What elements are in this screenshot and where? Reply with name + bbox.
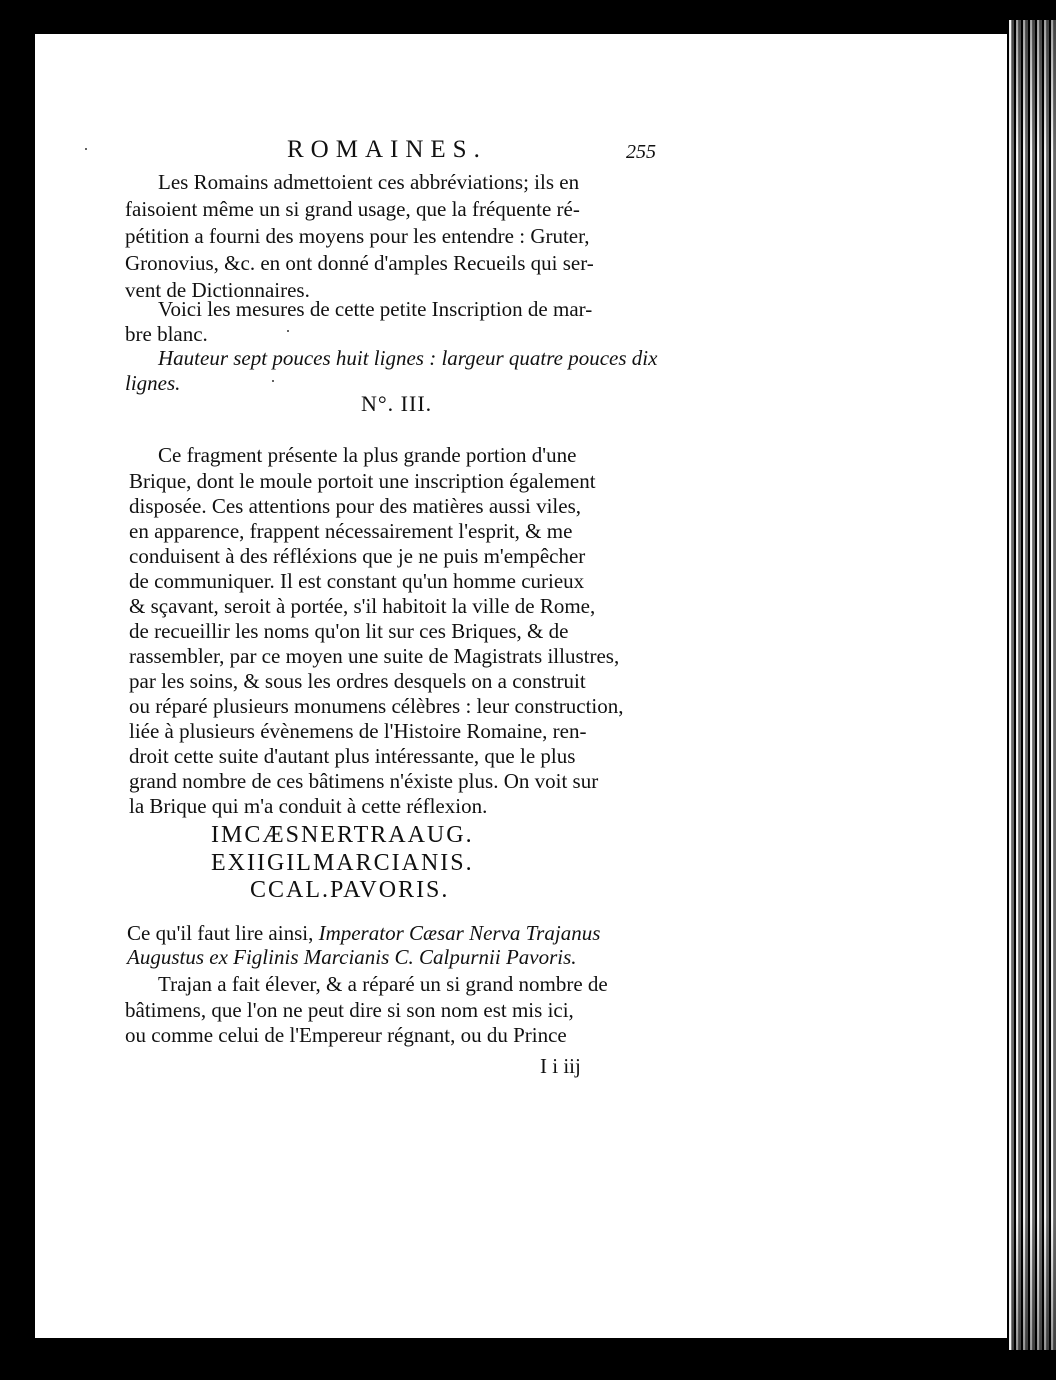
speck [287, 330, 289, 332]
para1-line-5: vent de Dictionnaires. [125, 278, 310, 302]
reading-line-2: Augustus ex Figlinis Marcianis C. Calpurnii Pavoris. [127, 945, 577, 969]
para3-line-14: grand nombre de ces bâtimens n'éxiste plus. On voit sur [129, 769, 599, 793]
para3-line-3: disposée. Ces attentions pour des matières aussi viles, [129, 494, 582, 518]
running-head: ROMAINES. [287, 136, 487, 163]
page-number: 255 [626, 141, 656, 163]
para3-line-4: en apparence, frappent nécessairement l'esprit, & me [129, 519, 573, 543]
measurement-line-2: lignes. [125, 371, 181, 395]
para4-line-3: ou comme celui de l'Empereur régnant, ou du Prince [125, 1023, 567, 1047]
para3-line-1: Ce fragment présente la plus grande portion d'une [158, 443, 577, 467]
para1-line-2: faisoient même un si grand usage, que la fréquente ré- [125, 197, 580, 221]
para2-line-2: bre blanc. [125, 322, 208, 346]
para3-line-5: conduisent à des réfléxions que je ne puis m'empêcher [129, 544, 586, 568]
para1-line-3: pétition a fourni des moyens pour les entendre : Gruter, [125, 224, 590, 248]
section-title: N°. III. [361, 391, 433, 416]
para3-line-6: de communiquer. Il est constant qu'un homme curieux [129, 569, 585, 593]
para3-line-11: ou réparé plusieurs monumens célèbres : leur construction, [129, 694, 624, 718]
speck [272, 380, 274, 382]
page-edge-shadow [1012, 20, 1056, 1350]
para3-line-13: droit cette suite d'autant plus intéressante, que le plus [129, 744, 576, 768]
para1-line-1: Les Romains admettoient ces abbréviations; ils en [158, 170, 580, 194]
signature-mark: I i iij [540, 1054, 581, 1078]
reading-latin-1: Imperator Cæsar Nerva Trajanus [318, 921, 601, 945]
speck [85, 148, 87, 150]
reading-line-1 [127, 921, 600, 945]
reading-lead: Ce qu'il faut lire ainsi, [127, 921, 319, 945]
measurement-line-1: Hauteur sept pouces huit lignes : largeur quatre pouces dix [158, 346, 658, 370]
para3-line-12: liée à plusieurs évènemens de l'Histoire Romaine, ren- [129, 719, 587, 743]
para4-line-1: Trajan a fait élever, & a réparé un si grand nombre de [158, 972, 608, 996]
inscription-line-1: IMCÆSNERTRAAUG. [211, 822, 474, 848]
para3-line-15: la Brique qui m'a conduit à cette réflexion. [129, 794, 488, 818]
para3-line-10: par les soins, & sous les ordres desquels on a construit [129, 669, 586, 693]
para3-line-9: rassembler, par ce moyen une suite de Magistrats illustres, [129, 644, 620, 668]
inscription-line-3: CCAL.PAVORIS. [250, 877, 450, 903]
para1-line-4: Gronovius, &c. en ont donné d'amples Recueils qui ser- [125, 251, 594, 275]
para4-line-2: bâtimens, que l'on ne peut dire si son nom est mis ici, [125, 998, 574, 1022]
para3-line-7: & sçavant, seroit à portée, s'il habitoit la ville de Rome, [129, 594, 596, 618]
inscription-line-2: EXIIGILMARCIANIS. [211, 850, 474, 876]
para3-line-2: Brique, dont le moule portoit une inscription également [129, 469, 596, 493]
para3-line-8: de recueillir les noms qu'on lit sur ces Briques, & de [129, 619, 569, 643]
para2-line-1: Voici les mesures de cette petite Inscription de mar- [158, 297, 593, 321]
